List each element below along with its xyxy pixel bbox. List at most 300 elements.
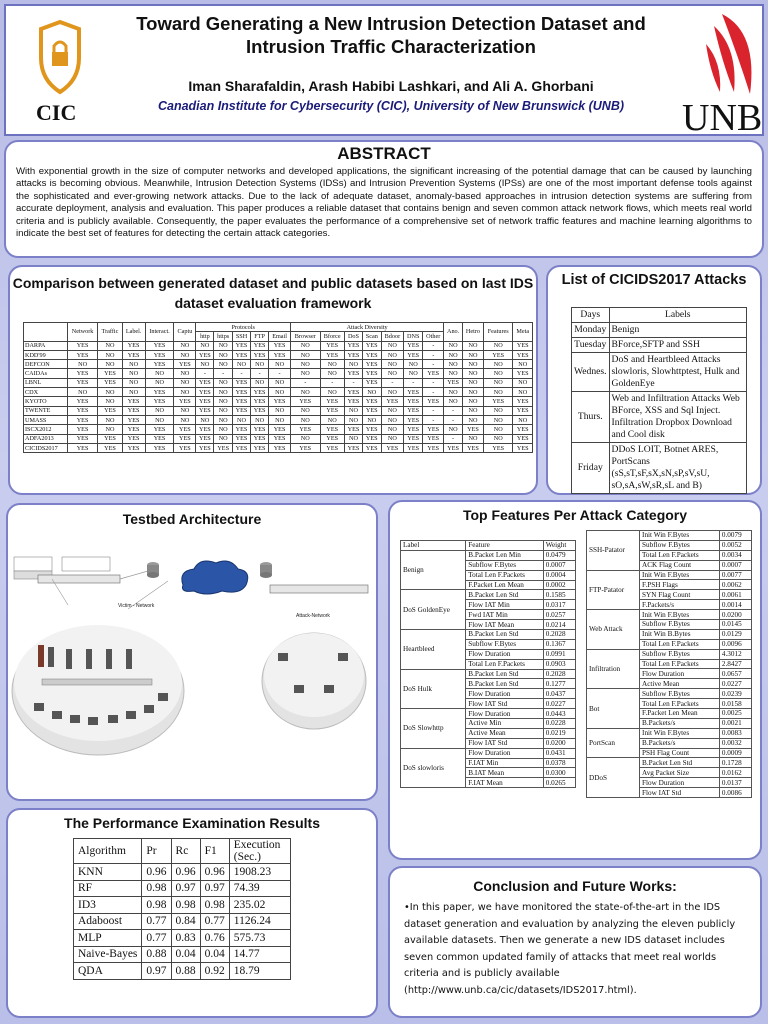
features-weight-cell: 0.0317	[543, 600, 575, 610]
cmp-value-cell: YES	[269, 350, 291, 359]
router-left-icon	[147, 562, 159, 578]
cmp-value-cell: YES	[98, 369, 122, 378]
features-weight-cell: 0.0002	[543, 580, 575, 590]
cmp-attack-cell: Scan	[363, 332, 382, 341]
features-feature-cell: Total Len F.Packets	[640, 659, 720, 669]
router-right-icon	[260, 562, 272, 578]
cmp-header-cell: Meta	[513, 323, 533, 342]
conclusion-text: •In this paper, we have monitored the state-of-the-art in the IDS dataset generation and evaluation by analyzing the eleven publicly available datasets. Then we generate a new IDS dataset includes seven common updated family of attacks that meet real worlds criteria and is publicly available (http://www.unb.ca/cic/datasets/IDS2017.html).	[404, 902, 736, 996]
cmp-value-cell: YES	[381, 397, 404, 406]
cmp-dataset-cell: ISCX2012	[24, 425, 68, 434]
features-weight-cell: 0.0086	[719, 788, 751, 798]
features-weight-cell: 0.0009	[719, 748, 751, 758]
cmp-value-cell: YES	[344, 350, 362, 359]
cmp-header-cell: Interact.	[145, 323, 174, 342]
features-feature-cell: F.IAT Min	[466, 758, 543, 768]
performance-cell: ID3	[74, 897, 142, 914]
cmp-value-cell: YES	[423, 443, 444, 452]
cmp-value-cell: YES	[67, 443, 97, 452]
performance-cell: 235.02	[229, 897, 290, 914]
cmp-value-cell: YES	[363, 425, 382, 434]
cmp-value-cell: YES	[513, 443, 533, 452]
performance-table-row	[74, 913, 291, 930]
attacks-day-cell: Tuesday	[572, 338, 610, 353]
cmp-value-cell: NO	[320, 369, 344, 378]
attacks-table-row	[572, 323, 747, 338]
features-feature-cell: Subflow F.Bytes	[640, 689, 720, 699]
cmp-value-cell: NO	[122, 388, 145, 397]
performance-cell: RF	[74, 880, 142, 897]
testbed-panel	[6, 503, 378, 801]
cmp-dataset-cell: CDX	[24, 388, 68, 397]
cmp-value-cell: YES	[483, 350, 513, 359]
cmp-value-cell: NO	[381, 360, 404, 369]
cmp-value-cell: NO	[67, 360, 97, 369]
features-weight-cell: 0.0219	[543, 728, 575, 738]
cmp-value-cell: NO	[214, 350, 233, 359]
cmp-value-cell: NO	[122, 360, 145, 369]
cmp-value-cell: YES	[320, 406, 344, 415]
cmp-value-cell: YES	[423, 425, 444, 434]
features-feature-cell: Total Len F.Packets	[640, 550, 720, 560]
cmp-table-row	[24, 443, 533, 452]
cmp-value-cell: YES	[174, 397, 196, 406]
cmp-value-cell: -	[291, 378, 321, 387]
features-table-row	[587, 758, 752, 768]
cmp-value-cell: YES	[404, 425, 423, 434]
cmp-value-cell: NO	[122, 378, 145, 387]
cmp-protocol-cell: http	[196, 332, 214, 341]
attacks-header-cell: Labels	[609, 308, 746, 323]
features-weight-cell: 0.0137	[719, 778, 751, 788]
cmp-value-cell: NO	[483, 341, 513, 350]
cmp-value-cell: NO	[214, 425, 233, 434]
features-weight-cell: 0.0079	[719, 531, 751, 541]
cmp-value-cell: NO	[174, 350, 196, 359]
features-feature-cell: F.Packet Len Mean	[640, 709, 720, 719]
features-weight-cell: 4.3012	[719, 649, 751, 659]
features-label-cell: DoS Slowhttp	[401, 709, 466, 749]
cmp-value-cell: YES	[145, 397, 174, 406]
features-feature-cell: Active Mean	[640, 679, 720, 689]
cmp-value-cell: YES	[214, 443, 233, 452]
cmp-value-cell: YES	[513, 341, 533, 350]
cmp-group-protocols: Protocols	[196, 323, 291, 332]
cmp-corner-cell	[24, 323, 68, 342]
cmp-value-cell: NO	[462, 360, 483, 369]
cmp-value-cell: YES	[196, 425, 214, 434]
cmp-value-cell: YES	[404, 397, 423, 406]
cmp-table-row	[24, 434, 533, 443]
features-feature-cell: Active Mean	[466, 728, 543, 738]
cmp-value-cell: NO	[251, 378, 269, 387]
features-feature-cell: F.IAT Mean	[466, 778, 543, 788]
cmp-value-cell: -	[423, 341, 444, 350]
cmp-dataset-cell: DARPA	[24, 341, 68, 350]
cmp-value-cell: -	[423, 388, 444, 397]
features-weight-cell: 0.0007	[719, 560, 751, 570]
cmp-dataset-cell: LBNL	[24, 378, 68, 387]
cmp-value-cell: YES	[232, 388, 250, 397]
features-weight-cell: 0.0096	[719, 639, 751, 649]
cmp-value-cell: YES	[67, 425, 97, 434]
features-feature-cell: Flow IAT Std	[640, 788, 720, 798]
comparison-table	[23, 322, 533, 453]
cmp-value-cell: -	[344, 378, 362, 387]
cmp-value-cell: YES	[483, 443, 513, 452]
cmp-value-cell: NO	[214, 378, 233, 387]
performance-cell: 0.88	[171, 963, 200, 980]
features-weight-cell: 0.0227	[719, 679, 751, 689]
performance-cell: 0.98	[142, 897, 171, 914]
cmp-value-cell: YES	[196, 388, 214, 397]
performance-cell: 1126.24	[229, 913, 290, 930]
cmp-value-cell: YES	[251, 397, 269, 406]
cmp-value-cell: NO	[145, 378, 174, 387]
performance-cell: 14.77	[229, 946, 290, 963]
features-weight-cell: 0.0227	[543, 699, 575, 709]
cmp-value-cell: -	[404, 378, 423, 387]
features-weight-cell: 0.0991	[543, 649, 575, 659]
cmp-value-cell: YES	[196, 397, 214, 406]
cmp-dataset-cell: KYOTO	[24, 397, 68, 406]
features-feature-cell: B.Packet Len Std	[466, 669, 543, 679]
features-weight-cell: 0.0052	[719, 540, 751, 550]
cmp-value-cell: YES	[67, 415, 97, 424]
cmp-value-cell: YES	[145, 360, 174, 369]
cmp-value-cell: -	[444, 415, 463, 424]
testbed-title: Testbed Architecture	[122, 511, 262, 527]
features-table-row	[587, 728, 752, 738]
testbed-diagram	[8, 535, 376, 797]
cmp-value-cell: YES	[145, 434, 174, 443]
performance-table	[73, 838, 291, 980]
cmp-value-cell: YES	[251, 406, 269, 415]
cmp-value-cell: NO	[98, 397, 122, 406]
cmp-value-cell: NO	[145, 406, 174, 415]
cmp-value-cell: NO	[444, 360, 463, 369]
attacks-label-cell: BForce,SFTP and SSH	[609, 338, 746, 353]
features-table-row	[401, 709, 576, 719]
cmp-value-cell: NO	[98, 415, 122, 424]
performance-panel	[6, 808, 378, 1018]
cmp-value-cell: NO	[291, 341, 321, 350]
cmp-value-cell: YES	[269, 425, 291, 434]
cmp-value-cell: YES	[363, 360, 382, 369]
cmp-value-cell: NO	[269, 406, 291, 415]
features-feature-cell: Active Min	[466, 719, 543, 729]
features-table-row	[401, 630, 576, 640]
cmp-table-row	[24, 415, 533, 424]
cmp-value-cell: YES	[232, 443, 250, 452]
cmp-value-cell: YES	[423, 397, 444, 406]
performance-cell: 0.96	[142, 864, 171, 881]
cmp-value-cell: YES	[404, 406, 423, 415]
cmp-value-cell: NO	[462, 406, 483, 415]
features-label-cell: DDoS	[587, 758, 640, 798]
features-weight-cell: 0.0158	[719, 699, 751, 709]
features-weight-cell: 0.0034	[719, 550, 751, 560]
cmp-value-cell: NO	[174, 341, 196, 350]
cmp-header-cell: Ano.	[444, 323, 463, 342]
cmp-value-cell: -	[423, 415, 444, 424]
cmp-value-cell: YES	[291, 397, 321, 406]
features-weight-cell: 0.0021	[719, 718, 751, 728]
cmp-value-cell: YES	[174, 434, 196, 443]
features-label-cell: Bot	[587, 689, 640, 729]
cmp-value-cell: YES	[404, 434, 423, 443]
performance-cell: KNN	[74, 864, 142, 881]
cmp-value-cell: YES	[269, 434, 291, 443]
cmp-value-cell: NO	[483, 415, 513, 424]
cmp-value-cell: YES	[513, 397, 533, 406]
cmp-value-cell: NO	[344, 434, 362, 443]
cmp-value-cell: YES	[320, 425, 344, 434]
performance-header-cell: Algorithm	[74, 839, 142, 864]
features-weight-cell: 0.2028	[543, 630, 575, 640]
cmp-value-cell: YES	[67, 397, 97, 406]
features-weight-cell: 0.0657	[719, 669, 751, 679]
features-weight-cell: 0.0062	[719, 580, 751, 590]
attacks-table-row	[572, 338, 747, 353]
performance-cell: 0.04	[171, 946, 200, 963]
cmp-value-cell: NO	[214, 397, 233, 406]
cmp-value-cell: YES	[122, 341, 145, 350]
cmp-value-cell: -	[444, 434, 463, 443]
performance-header-cell: Rc	[171, 839, 200, 864]
abstract-heading: ABSTRACT	[337, 144, 431, 163]
cmp-value-cell: YES	[98, 434, 122, 443]
cmp-value-cell: YES	[122, 406, 145, 415]
features-weight-cell: 0.0061	[719, 590, 751, 600]
attacks-panel	[546, 265, 762, 495]
features-weight-cell: 0.2028	[543, 669, 575, 679]
cmp-value-cell: YES	[232, 378, 250, 387]
cmp-value-cell: YES	[404, 415, 423, 424]
cmp-value-cell: NO	[214, 434, 233, 443]
cmp-value-cell: YES	[363, 434, 382, 443]
cmp-value-cell: -	[320, 378, 344, 387]
cmp-value-cell: YES	[404, 350, 423, 359]
cmp-value-cell: YES	[67, 341, 97, 350]
cmp-table-row	[24, 360, 533, 369]
features-feature-cell: Init Win F.Bytes	[640, 728, 720, 738]
comparison-title: Comparison between generated dataset and public datasets based on last IDS dataset evaluation framework	[12, 275, 534, 311]
cmp-value-cell: YES	[145, 350, 174, 359]
features-feature-cell: B.Packet Len Std	[466, 679, 543, 689]
cmp-value-cell: NO	[444, 350, 463, 359]
cmp-dataset-cell: CAIDAs	[24, 369, 68, 378]
cmp-value-cell: NO	[462, 378, 483, 387]
attacks-day-cell: Friday	[572, 443, 610, 494]
cmp-value-cell: NO	[513, 415, 533, 424]
cmp-header-cell: Features	[483, 323, 513, 342]
features-weight-cell: 0.0129	[719, 629, 751, 639]
cmp-protocol-cell: SSH	[232, 332, 250, 341]
cmp-value-cell: NO	[462, 434, 483, 443]
top-switch	[38, 575, 120, 583]
cmp-value-cell: YES	[122, 350, 145, 359]
cmp-value-cell: NO	[98, 341, 122, 350]
poster-header	[4, 4, 764, 139]
cmp-value-cell: -	[423, 406, 444, 415]
cmp-header-cell: Label.	[122, 323, 145, 342]
features-feature-cell: Avg Packet Size	[640, 768, 720, 778]
cmp-value-cell: NO	[291, 360, 321, 369]
cmp-value-cell: YES	[196, 434, 214, 443]
cmp-value-cell: NO	[291, 388, 321, 397]
cmp-value-cell: NO	[483, 378, 513, 387]
features-header-cell: Feature	[466, 541, 543, 551]
comparison-panel	[8, 265, 538, 495]
cmp-value-cell: YES	[344, 443, 362, 452]
cmp-value-cell: YES	[444, 443, 463, 452]
features-label-cell: FTP-Patator	[587, 570, 640, 610]
cmp-table-row	[24, 350, 533, 359]
cmp-value-cell: -	[269, 369, 291, 378]
cmp-value-cell: YES	[196, 406, 214, 415]
cmp-value-cell: -	[423, 378, 444, 387]
cmp-value-cell: YES	[269, 397, 291, 406]
cmp-table-row	[24, 425, 533, 434]
features-feature-cell: Subflow F.Bytes	[640, 649, 720, 659]
performance-cell: MLP	[74, 930, 142, 947]
features-feature-cell: B.Packets/s	[640, 738, 720, 748]
cmp-value-cell: YES	[404, 388, 423, 397]
performance-cell: 0.97	[200, 880, 229, 897]
cmp-value-cell: NO	[381, 369, 404, 378]
cmp-dataset-cell: ADFA2013	[24, 434, 68, 443]
features-weight-cell: 0.0431	[543, 748, 575, 758]
cmp-value-cell: NO	[483, 388, 513, 397]
cmp-value-cell: YES	[98, 378, 122, 387]
attacks-day-cell: Monday	[572, 323, 610, 338]
features-weight-cell: 0.0228	[543, 719, 575, 729]
features-feature-cell: F.Packet Len Mean	[466, 580, 543, 590]
cmp-value-cell: YES	[320, 397, 344, 406]
cmp-value-cell: NO	[381, 415, 404, 424]
cmp-value-cell: YES	[320, 341, 344, 350]
features-feature-cell: Flow Duration	[640, 778, 720, 788]
features-table-row	[587, 649, 752, 659]
cmp-value-cell: NO	[444, 425, 463, 434]
performance-header-cell: Pr	[142, 839, 171, 864]
performance-cell: 0.77	[142, 930, 171, 947]
features-table-row	[587, 531, 752, 541]
cmp-value-cell: NO	[381, 350, 404, 359]
cmp-value-cell: YES	[196, 443, 214, 452]
cmp-value-cell: -	[196, 369, 214, 378]
cmp-value-cell: YES	[67, 350, 97, 359]
features-label-cell: PortScan	[587, 728, 640, 758]
features-feature-cell: Init Win B.Bytes	[640, 629, 720, 639]
features-feature-cell: Total Len F.Packets	[640, 639, 720, 649]
cmp-value-cell: NO	[232, 415, 250, 424]
features-weight-cell: 0.0083	[719, 728, 751, 738]
poster-title: Toward Generating a New Intrusion Detection Dataset and Intrusion Traffic Characterization	[136, 13, 646, 57]
performance-cell: 0.92	[200, 963, 229, 980]
performance-cell: 18.79	[229, 963, 290, 980]
features-weight-cell: 0.0200	[719, 610, 751, 620]
cmp-value-cell: NO	[483, 425, 513, 434]
cmp-value-cell: NO	[513, 378, 533, 387]
features-feature-cell: ACK Flag Count	[640, 560, 720, 570]
cmp-table-row	[24, 397, 533, 406]
features-feature-cell: Subflow F.Bytes	[640, 620, 720, 630]
cmp-value-cell: NO	[251, 360, 269, 369]
features-label-cell: DoS GoldenEye	[401, 590, 466, 630]
cmp-value-cell: YES	[344, 397, 362, 406]
features-label-cell: SSH-Patator	[587, 531, 640, 571]
cmp-table-row	[24, 378, 533, 387]
cmp-value-cell: NO	[320, 388, 344, 397]
cmp-value-cell: YES	[145, 443, 174, 452]
poster-authors: Iman Sharafaldin, Arash Habibi Lashkari, and Ali A. Ghorbani	[188, 78, 594, 94]
features-weight-cell: 0.0162	[719, 768, 751, 778]
cmp-group-attack: Attack Diversity	[291, 323, 444, 332]
attacks-label-cell: Web and Infiltration Attacks Web BForce, XSS and Sql Inject. Infiltration Dropbox Download and Cool disk	[609, 392, 746, 443]
cmp-value-cell: NO	[67, 388, 97, 397]
cmp-protocol-cell: Email	[269, 332, 291, 341]
features-weight-cell: 0.0145	[719, 620, 751, 630]
cmp-value-cell: NO	[462, 369, 483, 378]
features-table-row	[401, 748, 576, 758]
features-feature-cell: Flow Duration	[466, 649, 543, 659]
cmp-value-cell: YES	[174, 360, 196, 369]
performance-cell: 74.39	[229, 880, 290, 897]
cmp-value-cell: NO	[444, 397, 463, 406]
features-label-cell: Web Attack	[587, 610, 640, 650]
cmp-value-cell: YES	[232, 341, 250, 350]
features-weight-cell: 0.0214	[543, 620, 575, 630]
features-feature-cell: Flow Duration	[640, 669, 720, 679]
cmp-header-cell: Captu	[174, 323, 196, 342]
performance-cell: 0.77	[142, 913, 171, 930]
cmp-value-cell: -	[423, 360, 444, 369]
cmp-value-cell: -	[251, 369, 269, 378]
performance-header-cell: Execution (Sec.)	[229, 839, 290, 864]
features-table-row	[401, 550, 576, 560]
features-feature-cell: Flow Duration	[466, 748, 543, 758]
cmp-value-cell: NO	[291, 406, 321, 415]
cmp-value-cell: YES	[344, 341, 362, 350]
cmp-value-cell: NO	[444, 341, 463, 350]
features-weight-cell: 0.0257	[543, 610, 575, 620]
attacks-label-cell: DoS and Heartbleed Attacks slowloris, Slowhttptest, Hulk and GoldenEye	[609, 353, 746, 392]
cmp-value-cell: YES	[344, 425, 362, 434]
attacks-table-row	[572, 353, 747, 392]
cmp-value-cell: YES	[251, 341, 269, 350]
attacks-table-row	[572, 392, 747, 443]
cmp-value-cell: NO	[98, 360, 122, 369]
features-feature-cell: Init Win F.Bytes	[640, 531, 720, 541]
features-weight-cell: 0.0077	[719, 570, 751, 580]
cmp-value-cell: YES	[513, 434, 533, 443]
features-feature-cell: B.Packet Len Std	[466, 630, 543, 640]
features-weight-cell: 0.0025	[719, 709, 751, 719]
cmp-value-cell: NO	[214, 341, 233, 350]
cmp-header-cell: Network	[67, 323, 97, 342]
cmp-value-cell: YES	[145, 425, 174, 434]
cmp-value-cell: YES	[145, 341, 174, 350]
cmp-value-cell: NO	[214, 406, 233, 415]
cmp-value-cell: NO	[483, 406, 513, 415]
cmp-attack-cell: DoS	[344, 332, 362, 341]
features-feature-cell: Subflow F.Bytes	[466, 639, 543, 649]
cmp-value-cell: NO	[214, 388, 233, 397]
cmp-value-cell: NO	[214, 415, 233, 424]
cmp-value-cell: YES	[320, 434, 344, 443]
